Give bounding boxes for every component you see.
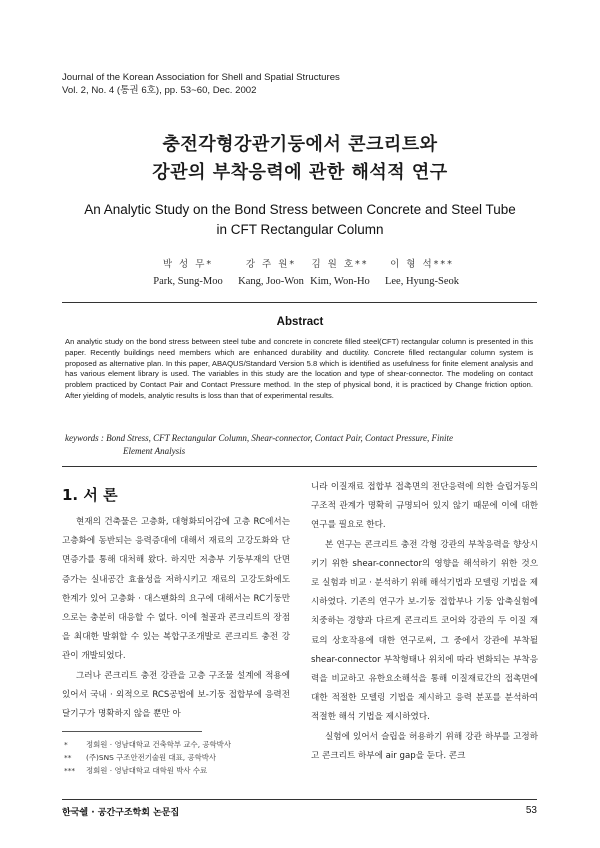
journal-issue: Vol. 2, No. 4 (통권 6호), pp. 53~60, Dec. 2002	[62, 84, 257, 96]
abstract-body: An analytic study on the bond stress between steel tube and concrete in concrete filled steel(CFT) rectangular column is presented in this paper. Recently buildings need members which are enhanced durability and ductility. Concrete filled rectangular column system is proposed as alternative plan. In this paper, ABAQUS/Standard Version 5.8 which is identified as usefulness for finite element analysis and has various element library is used. The variables in this study are the location and type of shear-connector. The modeling on contact problem practiced by Contact Pair and Contact Pressure method. In the step of physical bond, it is practiced by Change friction option. After yielding of models, analytic results is loss than that of experimental results.	[65, 337, 533, 400]
author-1-english: Park, Sung-Moo	[153, 276, 223, 287]
footnote-rule	[62, 731, 202, 732]
title-english-line1: An Analytic Study on the Bond Stress between Concrete and Steel Tube	[84, 202, 516, 217]
author-2-korean: 강 주 원*	[245, 259, 297, 270]
footnote-3: *** 정회원 · 영남대학교 대학원 박사 수료	[64, 766, 208, 775]
journal-header	[62, 72, 340, 97]
journal-name: Journal of the Korean Association for Shell and Spatial Structures	[62, 72, 340, 83]
abstract-bottom-rule	[62, 466, 537, 467]
keywords-line2: Element Analysis	[123, 446, 186, 456]
footnotes	[64, 738, 231, 777]
author-4-korean: 이 형 석***	[390, 259, 454, 270]
title-korean-line2: 강관의 부착응력에 관한 해석적 연구	[152, 162, 448, 183]
footer-journal: 한국쉘 · 공간구조학회 논문집	[62, 808, 180, 818]
abstract-top-rule	[62, 302, 537, 303]
abstract-heading: Abstract	[276, 316, 324, 328]
author-2-english: Kang, Joo-Won	[238, 276, 304, 287]
left-paragraph-1: 현재의 건축물은 고층화, 대형화되어감에 고층 RC에서는 고층화에 동반되는 응력증대에 대해서 재료의 고강도화와 단면증가를 통해 대처해 왔다. 하지만 저층부 기둥부재의 단면 증가는 실내공간 효율성을 저하시키고 재료의 고강도화에도 한계가 있어 고층화 · 대스팬화의 요구에 대해서는 RC기둥만으로는 충분히 대응할 수 없다. 이에 철골과 콘크리트의 장점을 최대한 발휘할 수 있는 복합구조개발로 콘크리트 충전 강관이 개발되었다.	[62, 517, 290, 662]
author-4	[362, 256, 482, 287]
author-3-korean: 김 원 호**	[311, 259, 369, 270]
title-korean-line1: 충전각형강관기둥에서 콘크리트와	[162, 134, 438, 155]
keywords	[65, 432, 535, 458]
keywords-line1: Bond Stress, CFT Rectangular Column, Shear-connector, Contact Pair, Contact Pressure, Finite	[106, 433, 454, 443]
keywords-label: keywords :	[65, 433, 104, 443]
footnote-1: * 정회원 · 영남대학교 건축학부 교수, 공학박사	[64, 740, 231, 749]
page-number: 53	[525, 805, 537, 816]
section-heading: 1. 서 론	[62, 486, 118, 504]
footnote-2: ** (주)SNS 구조안전기술원 대표, 공학박사	[64, 753, 217, 762]
author-3-english: Kim, Won-Ho	[310, 276, 370, 287]
author-1-korean: 박 성 무*	[162, 259, 214, 270]
right-column	[311, 478, 538, 766]
right-paragraph-1: 니라 이질재료 접합부 접촉면의 전단응력에 의한 슬립거동의 구조적 관계가 명확히 규명되어 있지 않기 때문에 이에 대한 연구를 필요로 한다.	[311, 482, 538, 531]
footer-rule	[62, 799, 537, 800]
right-paragraph-3: 실험에 있어서 슬립을 허용하기 위해 강관 하부를 고정하고 콘크리트 하부에 air gap을 둔다. 콘크	[311, 731, 538, 761]
author-4-english: Lee, Hyung-Seok	[384, 276, 460, 287]
left-paragraph-2: 그러나 콘크리트 충전 강관을 고층 구조물 설계에 적용에 있어서 국내 · 외적으로 RCS공법에 보-기둥 접합부에 응력전달기구가 명확하지 않을 뿐만 아	[62, 670, 290, 720]
title-english-line2: in CFT Rectangular Column	[216, 222, 384, 237]
left-column	[62, 513, 290, 724]
right-paragraph-2: 본 연구는 콘크리트 충전 각형 강관의 부착응력을 향상시키기 위한 shear-connector의 영향을 해석하기 위한 것으로 실험과 비교 · 분석하기 위해 해석기법과 모델링 기법을 제시하였다. 기존의 연구가 보-기둥 접합부나 기둥 압축실험에 치중하는 경향과 다르게 콘크리트 코어와 강관의 두 이질 재료의 상호작용에 대한 연구로써, 그 중에서 강관에 부착될 shear-connector 부착형태나 위치에 따라 변화되는 부착응력을 비교하고 유한요소해석을 통해 이질재료간의 접촉면에 대한 적절한 모델링 기법을 제시하고 응력 분포를 분석하여 적절한 해석 기법을 제시하였다.	[311, 539, 538, 723]
